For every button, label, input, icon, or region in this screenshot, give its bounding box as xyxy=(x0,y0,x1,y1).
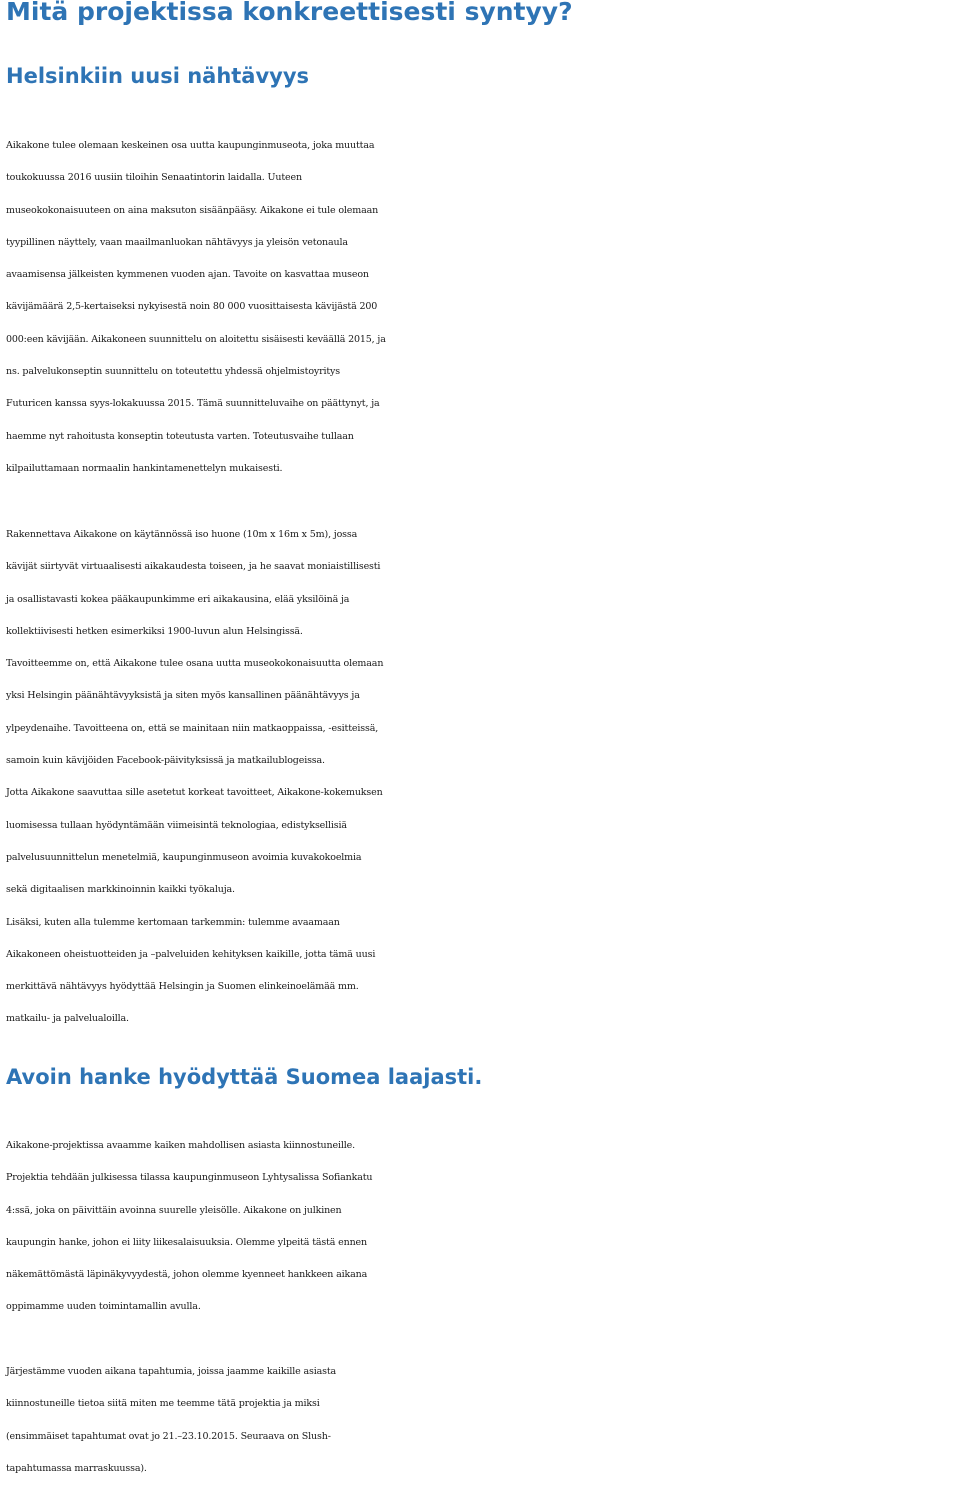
text-line: samoin kuin kävijöiden Facebook-päivityksissä ja matkailublogeissa. xyxy=(6,755,325,767)
text-line: ylpeydenaihe. Tavoitteena on, että se mainitaan niin matkaoppaissa, -esitteissä, xyxy=(6,722,379,734)
text-line: (ensimmäiset tapahtumat ovat jo 21.–23.10.2015. Seuraava on Slush- xyxy=(6,1430,331,1442)
section-heading-new-attraction: Helsinkiin uusi nähtävyys xyxy=(6,64,310,88)
text-line: avaamisensa jälkeisten kymmenen vuoden ajan. Tavoite on kasvattaa museon xyxy=(6,269,369,281)
text-line: 4:ssä, joka on päivittäin avoinna suurelle yleisölle. Aikakone on julkinen xyxy=(6,1204,342,1216)
text-line: Jotta Aikakone saavuttaa sille asetetut korkeat tavoitteet, Aikakone-kokemuksen xyxy=(6,787,383,799)
paragraph-museum-intro xyxy=(6,130,956,485)
text-line: kävijät siirtyvät virtuaalisesti aikakaudesta toiseen, ja he saavat moniaistillisesti xyxy=(6,561,381,573)
text-line: yksi Helsingin päänähtävyyksistä ja siten myös kansallinen päänähtävyys ja xyxy=(6,690,360,702)
paragraph-time-machine-room xyxy=(6,519,956,1036)
text-line: Lisäksi, kuten alla tulemme kertomaan tarkemmin: tulemme avaamaan xyxy=(6,916,340,928)
text-line: kollektiivisesti hetken esimerkiksi 1900-luvun alun Helsingissä. xyxy=(6,625,303,637)
text-line: toukokuussa 2016 uusiin tiloihin Senaatintorin laidalla. Uuteen xyxy=(6,172,302,184)
paragraph-openness xyxy=(6,1130,956,1324)
text-line: ns. palvelukonseptin suunnittelu on toteutettu yhdessä ohjelmistoyritys xyxy=(6,366,340,378)
text-line: kaupungin hanke, johon ei liity liikesalaisuuksia. Olemme ylpeitä tästä ennen xyxy=(6,1236,367,1248)
page-title: Mitä projektissa konkreettisesti syntyy? xyxy=(6,0,573,26)
text-line: Rakennettava Aikakone on käytännössä iso huone (10m x 16m x 5m), jossa xyxy=(6,529,358,540)
text-line: sekä digitaalisen markkinoinnin kaikki työkaluja. xyxy=(6,884,235,896)
text-line: tapahtumassa marraskuussa). xyxy=(6,1462,147,1474)
text-line: kävijämäärä 2,5-kertaiseksi nykyisestä noin 80 000 vuosittaisesta kävijästä 200 xyxy=(6,301,378,313)
text-line: Futuricen kanssa syys-lokakuussa 2015. Tämä suunnitteluvaihe on päättynyt, ja xyxy=(6,398,380,410)
text-line: haemme nyt rahoitusta konseptin toteutusta varten. Toteutusvaihe tullaan xyxy=(6,430,354,442)
text-line: 000:een kävijään. Aikakoneen suunnittelu on aloitettu sisäisesti keväällä 2015, ja xyxy=(6,333,386,345)
text-line: kiinnostuneille tietoa siitä miten me teemme tätä projektia ja miksi xyxy=(6,1398,320,1410)
text-line: oppimamme uuden toimintamallin avulla. xyxy=(6,1301,201,1313)
text-line: näkemättömästä läpinäkyvyydestä, johon olemme kyenneet hankkeen aikana xyxy=(6,1269,368,1281)
paragraph-events xyxy=(6,1356,956,1485)
text-line: merkittävä nähtävyys hyödyttää Helsingin ja Suomen elinkeinoelämää mm. xyxy=(6,981,359,993)
text-line: tyypillinen näyttely, vaan maailmanluokan nähtävyys ja yleisön vetonaula xyxy=(6,236,348,248)
text-line: ja osallistavasti kokea pääkaupunkimme eri aikakausina, elää yksilöinä ja xyxy=(6,593,350,605)
text-line: matkailu- ja palvelualoilla. xyxy=(6,1013,129,1025)
text-line: Aikakone-projektissa avaamme kaiken mahdollisen asiasta kiinnostuneille. xyxy=(6,1140,355,1151)
text-line: Järjestämme vuoden aikana tapahtumia, joissa jaamme kaikille asiasta xyxy=(6,1366,337,1377)
text-line: Tavoitteemme on, että Aikakone tulee osana uutta museokokonaisuutta olemaan xyxy=(6,658,384,670)
text-line: museokokonaisuuteen on aina maksuton sisäänpääsy. Aikakone ei tule olemaan xyxy=(6,204,379,216)
text-line: luomisessa tullaan hyödyntämään viimeisintä teknologiaa, edistyksellisiä xyxy=(6,819,347,831)
text-line: Aikakone tulee olemaan keskeinen osa uutta kaupunginmuseota, joka muuttaa xyxy=(6,140,375,151)
text-line: Aikakoneen oheistuotteiden ja –palveluiden kehityksen kaikille, jotta tämä uusi xyxy=(6,948,376,960)
section-heading-open-project: Avoin hanke hyödyttää Suomea laajasti. xyxy=(6,1065,483,1089)
text-line: palvelusuunnittelun menetelmiä, kaupunginmuseon avoimia kuvakokoelmia xyxy=(6,851,362,863)
text-line: Projektia tehdään julkisessa tilassa kaupunginmuseon Lyhtysalissa Sofiankatu xyxy=(6,1172,373,1184)
text-line: kilpailuttamaan normaalin hankintamenettelyn mukaisesti. xyxy=(6,462,283,474)
